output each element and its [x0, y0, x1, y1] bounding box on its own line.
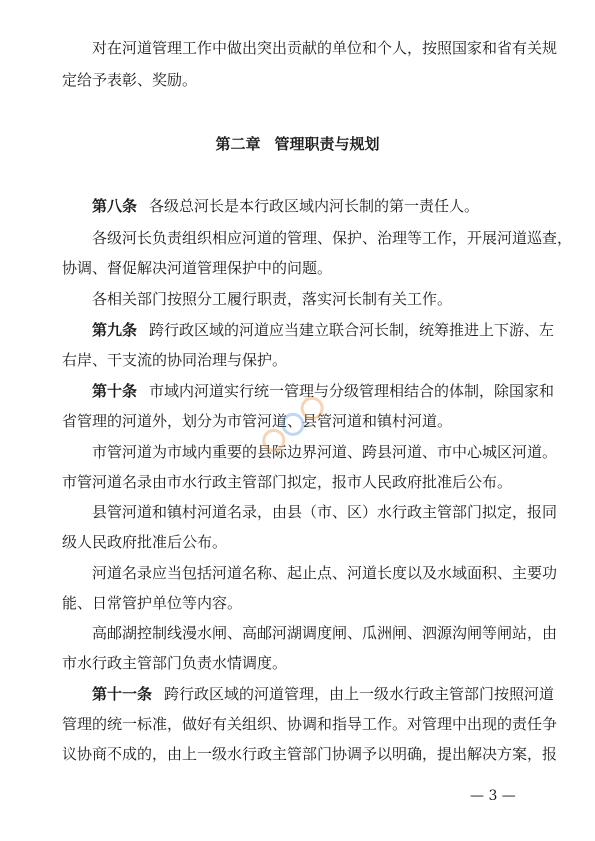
article-9-line-2: 右岸、干支流的协同治理与保护。 [62, 351, 288, 369]
article-8-p2-line-1: 各级河长负责组织相应河道的管理、保护、治理等工作，开展河道巡查， [92, 229, 573, 247]
article-10-p3-line-1: 县管河道和镇村河道名录，由县（市、区）水行政主管部门拟定，报同 [92, 503, 558, 521]
article-11-line-3: 议协商不成的，由上一级水行政主管部门协调予以明确，提出解决方案，报 [62, 745, 558, 763]
article-10-p3-line-2: 级人民政府批准后公布。 [62, 533, 228, 551]
article-9-head: 第九条 [92, 321, 138, 339]
article-8-head: 第八条 [92, 197, 138, 215]
article-10-text: 市域内河道实行统一管理与分级管理相结合的体制，除国家和 [149, 382, 555, 400]
article-10-p5-line-2: 市水行政主管部门负责水情调度。 [62, 654, 288, 672]
article-10-p4-line-1: 河道名录应当包括河道名称、起止点、河道长度以及水域面积、主要功 [92, 564, 558, 582]
article-11-line-2: 管理的统一标准，做好有关组织、协调和指导工作。对管理中出现的责任争 [62, 715, 558, 733]
chapter-number: 第二章 [215, 135, 261, 153]
article-11-text: 跨行政区域的河道管理，由上一级水行政主管部门按照河道 [164, 685, 555, 703]
article-10-p5-line-1: 高邮湖控制线漫水闸、高邮河湖调度闸、瓜洲闸、泗源沟闸等闸站，由 [92, 624, 558, 642]
article-8-p2-line-2: 协调、督促解决河道管理保护中的问题。 [62, 259, 333, 277]
article-10-p2-line-2: 市管河道名录由市水行政主管部门拟定，报市人民政府批准后公布。 [62, 473, 513, 491]
article-11-line-1 [92, 684, 555, 704]
chapter-heading [0, 134, 595, 154]
page-number: — 3 — [470, 788, 516, 804]
article-10-p2-line-1: 市管河道为市域内重要的县际边界河道、跨县河道、市中心城区河道。 [92, 443, 558, 461]
article-8-line-1 [92, 196, 536, 216]
article-10-p4-line-2: 能、日常管护单位等内容。 [62, 594, 243, 612]
article-10-line-2: 省管理的河道外，划分为市管河道、县管河道和镇村河道。 [62, 412, 453, 430]
intro-line-2: 定给予表彰、奖励。 [62, 71, 198, 89]
article-11-head: 第十一条 [92, 685, 153, 703]
article-8-text: 各级总河长是本行政区域内河长制的第一责任人。 [149, 197, 480, 215]
chapter-title: 管理职责与规划 [274, 135, 380, 153]
article-9-line-1 [92, 320, 555, 340]
intro-line-1: 对在河道管理工作中做出突出贡献的单位和个人，按照国家和省有关规 [92, 39, 558, 57]
article-10-line-1 [92, 381, 555, 401]
article-8-p3-line-1: 各相关部门按照分工履行职责，落实河长制有关工作。 [92, 290, 453, 308]
article-10-head: 第十条 [92, 382, 138, 400]
article-9-text: 跨行政区域的河道应当建立联合河长制，统筹推进上下游、左 [149, 321, 555, 339]
